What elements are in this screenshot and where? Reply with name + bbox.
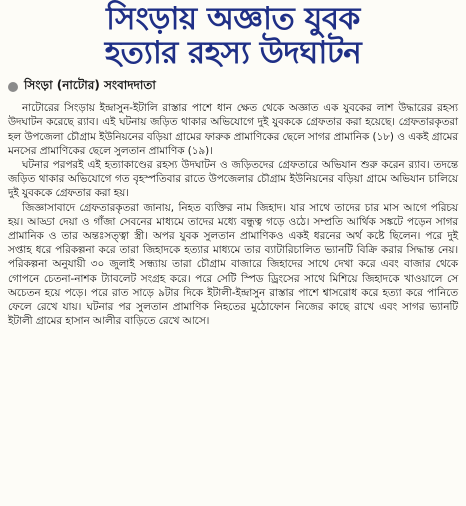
byline — [8, 77, 466, 97]
headline-line-1: সিংড়ায় অজ্ঞাত যুবক — [106, 1, 360, 37]
article-body — [8, 101, 458, 328]
headline-line-2: হত্যার রহস্য উদঘাটন — [104, 34, 362, 71]
paragraph-3: জিজ্ঞাসাবাদে গ্রেফতারকৃতরা জানায়, নিহত ব্যক্তির নাম জিহাদ। যার সাথে তাদের চার মাস আগে পরিচয় হয়। আড্ডা দেয়া ও গাঁজা সেবনের মাধ্যমে তাদের মধ্যে বন্ধুত্ব গড়ে ওঠে। সম্প্রতি আর্থিক সঙ্কটে পড়েন সাগর প্রামানিক ও তার অন্তঃসত্ত্বা স্ত্রী। অপর যুবক সুলতান প্রামাণিকও একই ধরনের অর্থ কষ্টে ছিলেন। পরে দুই সপ্তাহ ধরে পরিকল্পনা করে তারা জিহাদকে হত্যার মাধ্যমে তার ব্যাটারিচালিত ভ্যানটি বিক্রি করার সিদ্ধান্ত নেয়। পরিকল্পনা অনুযায়ী ৩০ জুলাই সন্ধ্যায় তারা চৌগ্রাম বাজারে জিহাদের সাথে দেখা করে এবং বাজার থেকে গোপনে চেতনা-নাশক ট্যাবলেট সংগ্রহ করে। পরে সেটি স্পিড ড্রিংসের সাথে মিশিয়ে জিহাদকে খাওয়ালে সে অচেতন হয়ে পড়ে। পরে রাত সাড়ে ৯টার দিকে ইটালী-ইন্দ্রাসুন রাস্তার পাশে শ্বাসরোধ করে হত্যা করে পানিতে ফেলে রেখে যায়। ঘটনার পর সুলতান প্রামাণিক নিহতের মুঠোফোন নিজের কাছে রাখে এবং সাগর ভ্যানটি ইটালী গ্রামের হাসান আলীর বাড়িতে রেখে আসে। — [8, 201, 458, 328]
paragraph-2: ঘটনার পরপরই এই হত্যাকাণ্ডের রহস্য উদঘাটন ও জড়িতদের গ্রেফতারে অভিযান শুরু করেন র‌্যাব। তদন্তে জড়িত থাকার অভিযোগে গত বৃহস্পতিবার রাতে উপজেলার চৌগ্রাম ইউনিয়নের বড়িয়া গ্রামে অভিযান চালিয়ে দুই যুবককে গ্রেফতার করা হয়। — [8, 159, 458, 200]
bullet-icon — [8, 82, 18, 92]
paragraph-1: নাটোরের সিংড়ায় ইন্দ্রাসুন-ইটালি রাস্তার পাশে ধান ক্ষেত থেকে অজ্ঞাত এক যুবকের লাশ উদ্ধারের রহস্য উদঘাটন করেছে র‌্যাব। এই ঘটনায় জড়িত থাকার অভিযোগে দুই যুবককে গ্রেফতার করা হয়েছে। গ্রেফতারকৃতরা হল উপজেলা চৌগ্রাম ইউনিয়নের বড়িয়া গ্রামের ফারুক প্রামাণিকের ছেলে সাগর প্রামানিক (১৮) ও একই গ্রামের মনসের প্রামাণিকের ছেলে সুলতান প্রামাণিক (১৯)। — [8, 102, 458, 157]
headline — [0, 0, 466, 69]
byline-text: সিংড়া (নাটোর) সংবাদদাতা — [24, 78, 156, 93]
